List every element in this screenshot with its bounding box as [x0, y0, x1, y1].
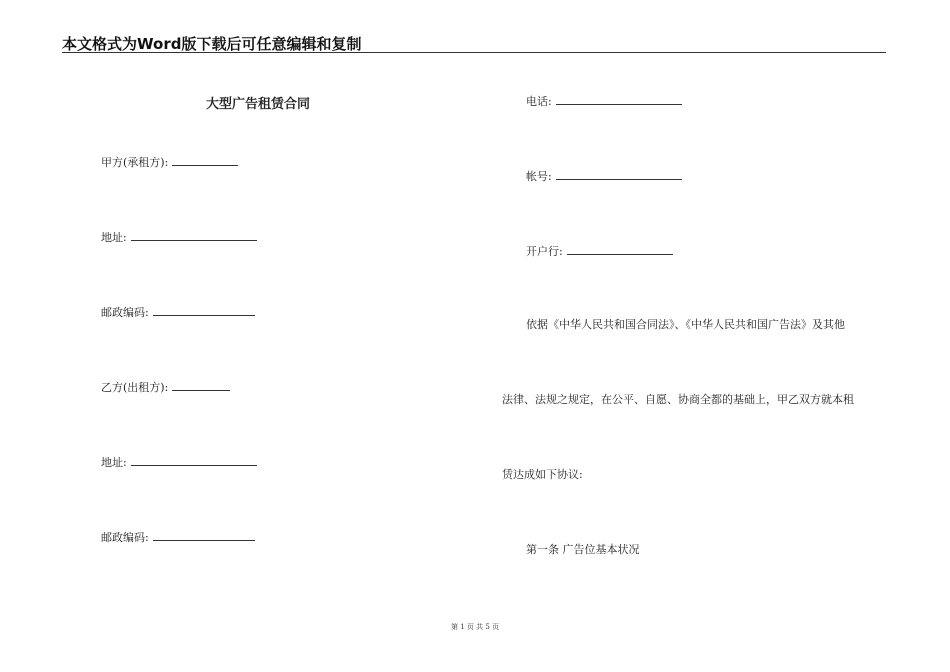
phone-blank: [556, 93, 682, 105]
party-a-label: 甲方(承租方):: [101, 156, 169, 169]
party-a-blank: [172, 154, 238, 166]
account-label: 帐号:: [526, 170, 552, 183]
phone-field: [526, 93, 682, 109]
header-text: 本文格式为Word版下载后可任意编辑和复制: [62, 35, 362, 53]
postcode-1-blank: [153, 304, 255, 316]
paragraph-line-3: 赁达成如下协议:: [502, 468, 583, 481]
page-header: [62, 32, 886, 53]
article-1-heading: 第一条 广告位基本状况: [526, 543, 640, 556]
page-footer: 第 1 页 共 5 页: [450, 623, 500, 631]
postcode-1-field: [101, 304, 255, 320]
account-blank: [556, 168, 682, 180]
party-b-field: [101, 379, 230, 395]
bank-blank: [567, 243, 673, 255]
paragraph-line-2: 法律、法规之规定，在公平、自愿、协商全都的基础上，甲乙双方就本租: [502, 393, 854, 406]
document-title: 大型广告租赁合同: [206, 97, 311, 112]
bank-label: 开户行:: [526, 245, 563, 258]
phone-label: 电话:: [526, 95, 552, 108]
postcode-1-label: 邮政编码:: [101, 306, 149, 319]
postcode-2-blank: [153, 529, 255, 541]
address-2-blank: [131, 454, 257, 466]
account-field: [526, 168, 682, 184]
address-1-field: [101, 229, 257, 245]
paragraph-line-1: 依据《中华人民共和国合同法》、《中华人民共和国广告法》及其他: [526, 318, 845, 331]
party-a-field: [101, 154, 238, 170]
postcode-2-label: 邮政编码:: [101, 531, 149, 544]
address-2-field: [101, 454, 257, 470]
bank-field: [526, 243, 673, 259]
party-b-label: 乙方(出租方):: [101, 381, 169, 394]
address-2-label: 地址:: [101, 456, 127, 469]
postcode-2-field: [101, 529, 255, 545]
party-b-blank: [172, 379, 230, 391]
address-1-label: 地址:: [101, 231, 127, 244]
address-1-blank: [131, 229, 257, 241]
